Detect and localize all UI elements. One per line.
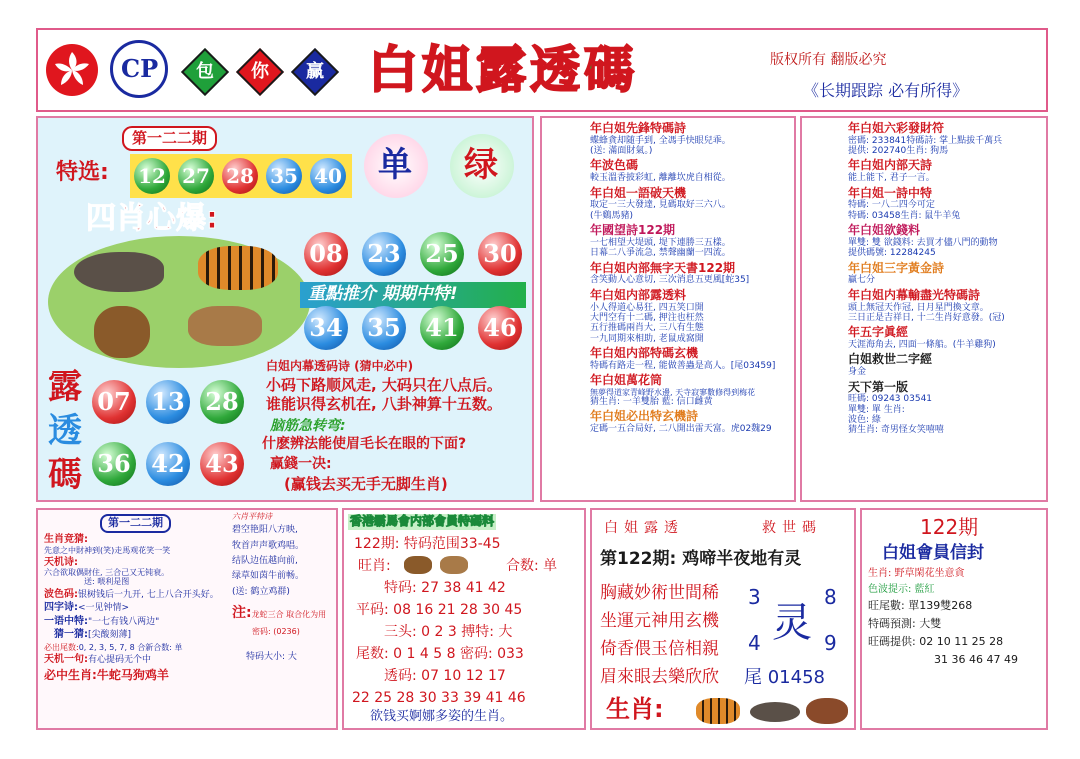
br1-num: 4 <box>748 631 761 655</box>
tiger-icon <box>696 698 740 724</box>
mid-section: 年白姐一語破天機 取定一三大發達, 見碼取好三六八。 (牛鷄馬豬) <box>590 185 731 221</box>
cp-logo-icon <box>110 40 168 98</box>
ltm-ball: 42 <box>146 442 190 486</box>
br1-num: 3 <box>748 585 761 609</box>
bl-rows: 生肖竞猜: 先意之中財神到(笑)走馬观花笑一笑 天机诗: 六合欲取偶財住, 三合己又无钝衰。 送: 喂利是图 波色码:银树钱后一九开, 七上八合开头好。 四字诗:<一见钟情> 一语中特:"一七有钱八两边" 猜一猜:[尖酸刻薄] 必出尾数:0, 2, 3, 5, 7, 8 合新合数: 单 天机一句:有心提码无个中 必中生肖:牛蛇马狗鸡羊 <box>44 534 219 683</box>
special-ball: 28 <box>222 158 258 194</box>
mid-section: 年白姐内部特碼玄機 特碼有路走一程, 能做善蟲是高人。[尾03459] <box>590 345 776 371</box>
br1-num: 9 <box>824 631 837 655</box>
main-title: 白姐露透碼 <box>368 41 638 99</box>
win-title: 赢錢一决: <box>270 456 332 472</box>
br1-tail: 尾 01458 <box>744 667 825 688</box>
bm-title: 香港霸馬會内部會員特碼料 <box>350 514 495 528</box>
br1-period-line: 第122期: 鸡啼半夜地有灵 <box>600 549 802 569</box>
bottom-right1-panel: 白姐露透 救世碼 第122期: 鸡啼半夜地有灵 胸藏妙術世間稀 坐運元神用玄機 倚香偎玉倍相親 眉來眼去樂欣欣 3 8 灵 4 9 尾 01458 生肖: <box>590 508 856 730</box>
mid-section: 年白姐必出特玄機詩 定碼一五合局好, 二八開出雷天富。虎02魏29 <box>590 409 772 435</box>
br1-zodiac-label: 生肖: <box>606 695 664 723</box>
bauhinia-logo-icon <box>46 44 98 96</box>
middle-sections <box>590 122 796 435</box>
rat-icon <box>74 252 164 292</box>
right-section: 年五字眞經 天涯海角去, 四面一條船。(牛羊雞狗) <box>848 325 996 351</box>
bl-period: 第一二二期 <box>100 514 171 533</box>
mid-section: 年白姐内部無字天書122期 含笑動人心意切, 三次消息五更風[蛇35] <box>590 260 750 286</box>
mid-section: 年國望詩122期 一七相望大堤頭, 堤下連勝三五樣。 日幕二八爭流急, 禁聲幽蘭一四流。 <box>590 223 731 259</box>
zodiac-ball: 08 <box>304 232 348 276</box>
right-section: 年白姐三字黃金詩 贏七分 <box>848 260 945 286</box>
lu-char: 露 <box>48 367 82 407</box>
win-answer: (赢钱去买无手无脚生肖) <box>284 475 448 493</box>
zodiac-ball: 41 <box>420 306 464 350</box>
promo-banner: 重點推介 期期中特! <box>300 282 526 308</box>
header-banner <box>36 28 1048 112</box>
slogan-text: 《长期跟踪 必有所得》 <box>803 81 969 100</box>
zodiac-ball: 35 <box>362 306 406 350</box>
zodiac-illustration <box>48 236 310 368</box>
right-section: 年白姐一詩中特 特碼: 一八二四今可定 特碼: 03458生肖: 鼠牛羊兔 <box>848 185 961 221</box>
right-section: 年白姐六彩發財符 密碼: 233841特碼詩: 掌上點拔千萬兵 提供: 202740生肖: 狗馬 <box>848 121 1003 157</box>
poem-title: 白姐内幕透码诗 (猜中必中) <box>266 359 414 373</box>
diamond-bao: 包 <box>181 48 229 96</box>
ltm-ball: 36 <box>92 442 136 486</box>
right-panel <box>800 116 1048 502</box>
rat-icon <box>750 702 800 722</box>
right-sections <box>848 122 1048 436</box>
mid-section: 年白姐萬花筒 無夢得道家青峰野水邊, 天寺寂寥數修得到梅花 猜生肖: 一羊雙胎 藍: 信口雌黄 <box>590 373 756 408</box>
right-section: 年白姐内幕輸盡光特碼詩 頭上無冠天作冠, 日月星門換文章。 三日正是吉祥日, 十二生肖好意發。(冠) <box>848 287 1005 323</box>
diamond-ni: 你 <box>236 48 284 96</box>
right-section: 年白姐内部天詩 能上能下, 君子一言。 <box>848 158 935 184</box>
zodiac-ball: 34 <box>304 306 348 350</box>
tiger-icon <box>198 246 278 290</box>
right-section: 年白姐欲錢料 單雙: 雙 欲錢料: 去買才儘八門的動物 提供碼號: 12284245 <box>848 223 998 259</box>
deer-icon <box>440 556 468 574</box>
riddle-title: 脑筋急转弯: <box>270 418 346 434</box>
special-label: 特选: <box>56 160 109 185</box>
br2-period: 122期 <box>920 515 979 539</box>
br2-title: 白姐會員信封 <box>882 543 984 563</box>
pig-icon <box>806 698 848 724</box>
zodiac-ball: 23 <box>362 232 406 276</box>
deer-icon <box>188 306 262 346</box>
middle-panel <box>540 116 796 502</box>
bl-poem: 六肖平特诗 碧空艳阳八方映, 牧首声声歌鸡唱。 结队边伍越向前, 绿草如茵牛前畅。 (送: 鹤立鸡群) 注:龙蛇三合 取合化为用 密码: (0236) 特码大小: 大 <box>232 512 327 663</box>
right-section: 天下第一版 旺碼: 09243 03541 單雙: 單 生肖: 波色: 綠 猜生肖: 奇男怪女笑嘻嘻 <box>848 379 944 436</box>
four-zodiac-title: 四肖心爆: <box>86 201 218 236</box>
horse-icon <box>404 556 432 574</box>
period-badge: 第一二二期 <box>122 126 217 151</box>
special-ball: 40 <box>310 158 346 194</box>
riddle-question: 什麽辨法能使眉毛长在眼的下面? <box>262 436 467 452</box>
ltm-ball: 28 <box>200 380 244 424</box>
diamond-ying: 赢 <box>291 48 339 96</box>
ltm-ball: 07 <box>92 380 136 424</box>
special-numbers <box>130 154 352 198</box>
color-badge: 绿 <box>450 134 514 198</box>
cp-logo-text: CP <box>121 54 159 83</box>
zodiac-ball: 25 <box>420 232 464 276</box>
mid-section: 年波色碼 較玉溫香披彩虹, 離離坎虎自相從。 <box>590 158 731 184</box>
poem-line: 谁能识得玄机在, 八卦神算十五数。 <box>266 395 502 413</box>
ltm-ball: 43 <box>200 442 244 486</box>
right-section: 白姐救世二字經 身金 <box>848 352 933 378</box>
bottom-right2-panel: 122期 白姐會員信封 生肖: 野草閑花坐意貪 色波提示: 藍紅 旺尾數: 單139雙268 特碼預測: 大雙 旺碼提供: 02 10 11 25 28 31 36 46 47 49 <box>860 508 1048 730</box>
special-ball: 12 <box>134 158 170 194</box>
br1-left-heading: 白姐露透 <box>604 520 684 536</box>
mid-section: 年白姐先鋒特碼詩 蝶蜂貪却随手到, 全馮手快眼兒乖。 (送: 滿面財氣。) <box>590 121 731 157</box>
left-panel <box>36 116 534 502</box>
zodiac-ball: 46 <box>478 306 522 350</box>
br1-num: 8 <box>824 585 837 609</box>
special-ball: 27 <box>178 158 214 194</box>
monkey-icon <box>94 306 150 358</box>
tou-char: 透 <box>48 411 82 451</box>
br1-center-char: 灵 <box>772 600 812 646</box>
copyright-text: 版权所有 翻版必究 <box>770 52 887 68</box>
mid-section: 年白姐内部露透料 小人得道心易狂, 四五笑口開 大門空有十二碼, 押注也枉然 五行推碼兩肖大, 三八有生態 一九同期來相助, 老鼠成窩開 <box>590 287 704 344</box>
ltm-ball: 13 <box>146 380 190 424</box>
single-badge: 单 <box>364 134 428 198</box>
ma-char: 碼 <box>48 455 82 495</box>
bottom-left-panel <box>36 508 338 730</box>
zodiac-ball: 30 <box>478 232 522 276</box>
br1-right-heading: 救世碼 <box>762 520 822 536</box>
poem-line: 小码下路顺风走, 大码只在八点后。 <box>266 376 502 394</box>
bottom-mid-panel: 香港霸馬會内部會員特碼料 122期: 特码范围33-45 旺肖: 合数: 单 特码: 27 38 41 42 平码: 08 16 21 28 30 45 三头: 0 2 3 搏特: 大 尾数: 0 1 4 5 8 密码: 033 透码: 07 10 12 17 22 25 28 30 33 39 41 46 欲钱买婀娜多姿的生肖。 <box>342 508 586 730</box>
special-ball: 35 <box>266 158 302 194</box>
